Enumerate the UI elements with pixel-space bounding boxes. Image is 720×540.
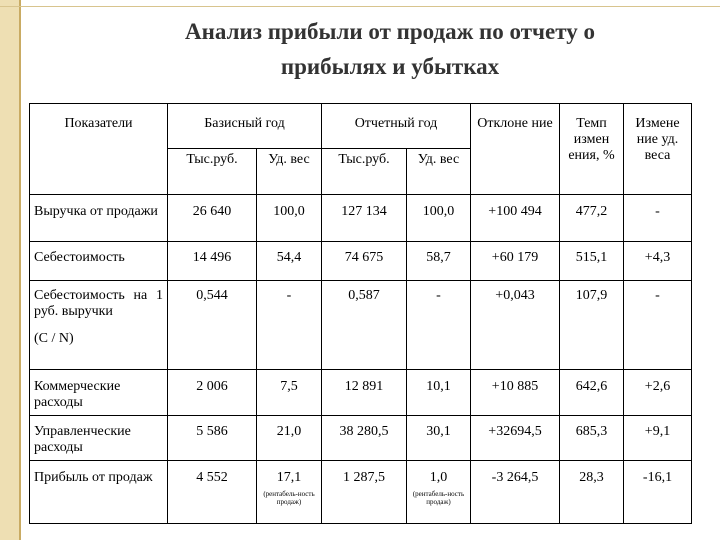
- header-growth-rate: Темп измен ения, %: [560, 104, 624, 195]
- header-deviation: Отклоне ние: [471, 104, 560, 195]
- report-share-cell: 10,1: [407, 370, 471, 416]
- title-line-1: Анализ прибыли от продаж по отчету о: [185, 19, 595, 44]
- base-share-cell: 17,1: [276, 470, 302, 485]
- row-label: Выручка от продажи: [34, 204, 158, 219]
- table-row: [30, 281, 692, 370]
- slide-title: [60, 14, 720, 84]
- share-change-cell: +4,3: [624, 242, 692, 281]
- table-row: [30, 370, 692, 416]
- base-rub-cell: 5 586: [168, 416, 257, 461]
- profit-analysis-table: [29, 103, 692, 524]
- header-report-year: Отчетный год: [322, 104, 471, 149]
- base-share-cell: 54,4: [257, 242, 322, 281]
- report-share-cell: 30,1: [407, 416, 471, 461]
- table-row: [30, 195, 692, 242]
- slide-left-bar: [0, 0, 19, 540]
- header-row-1: [30, 104, 692, 149]
- deviation-cell: +0,043: [471, 281, 560, 370]
- base-share-cell: 21,0: [257, 416, 322, 461]
- report-share-cell: 100,0: [407, 195, 471, 242]
- report-rub-cell: 12 891: [322, 370, 407, 416]
- share-change-cell: +9,1: [624, 416, 692, 461]
- header-report-rub: Тыс.руб.: [322, 149, 407, 195]
- report-rub-cell: 127 134: [322, 195, 407, 242]
- report-rub-cell: 1 287,5: [322, 461, 407, 524]
- table-row: [30, 461, 692, 524]
- table-row: [30, 416, 692, 461]
- rate-cell: 515,1: [560, 242, 624, 281]
- rate-cell: 28,3: [560, 461, 624, 524]
- header-report-share: Уд. вес: [407, 149, 471, 195]
- header-base-rub: Тыс.руб.: [168, 149, 257, 195]
- deviation-cell: +32694,5: [471, 416, 560, 461]
- row-label-formula: (С / N): [34, 331, 74, 346]
- title-line-2: прибылях и убытках: [280, 54, 500, 79]
- row-label: Прибыль от продаж: [34, 470, 153, 485]
- base-share-cell: -: [257, 281, 322, 370]
- report-share-note: (рентабель-ность продаж): [412, 490, 465, 506]
- report-share-cell: -: [407, 281, 471, 370]
- share-change-cell: -16,1: [624, 461, 692, 524]
- base-share-cell: 100,0: [257, 195, 322, 242]
- base-rub-cell: 2 006: [168, 370, 257, 416]
- header-share-change: Измене ние уд. веса: [624, 104, 692, 195]
- header-base-year: Базисный год: [168, 104, 322, 149]
- base-rub-cell: 26 640: [168, 195, 257, 242]
- row-label: Себестоимость: [30, 242, 168, 281]
- table-row: [30, 242, 692, 281]
- share-change-cell: -: [624, 281, 692, 370]
- report-rub-cell: 74 675: [322, 242, 407, 281]
- share-change-cell: -: [624, 195, 692, 242]
- report-share-cell: 58,7: [407, 242, 471, 281]
- rate-cell: 685,3: [560, 416, 624, 461]
- base-share-note: (рентабель-ность продаж): [263, 490, 315, 506]
- deviation-cell: +10 885: [471, 370, 560, 416]
- deviation-cell: +100 494: [471, 195, 560, 242]
- report-share-cell: 1,0: [429, 470, 448, 485]
- header-indicators: Показатели: [30, 104, 168, 195]
- share-change-cell: +2,6: [624, 370, 692, 416]
- base-rub-cell: 14 496: [168, 242, 257, 281]
- deviation-cell: +60 179: [471, 242, 560, 281]
- base-share-cell: 7,5: [257, 370, 322, 416]
- base-rub-cell: 0,544: [168, 281, 257, 370]
- base-rub-cell: 4 552: [168, 461, 257, 524]
- header-base-share: Уд. вес: [257, 149, 322, 195]
- slide-top-line: [0, 6, 720, 7]
- deviation-cell: -3 264,5: [471, 461, 560, 524]
- report-rub-cell: 0,587: [322, 281, 407, 370]
- row-label: Управленческие расходы: [30, 416, 168, 461]
- slide-left-line: [19, 0, 21, 540]
- rate-cell: 477,2: [560, 195, 624, 242]
- row-label: Себестоимость на 1 руб. выручки: [34, 288, 163, 319]
- rate-cell: 107,9: [560, 281, 624, 370]
- report-rub-cell: 38 280,5: [322, 416, 407, 461]
- rate-cell: 642,6: [560, 370, 624, 416]
- row-label: Коммерческие расходы: [30, 370, 168, 416]
